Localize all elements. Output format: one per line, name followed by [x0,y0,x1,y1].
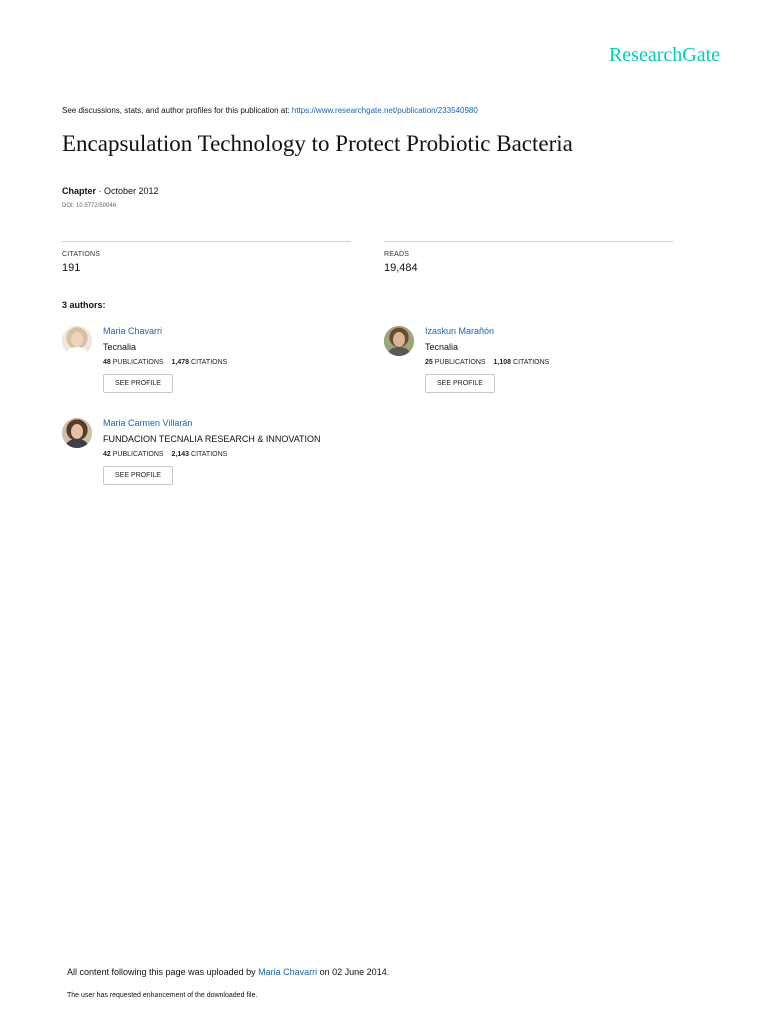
publication-date: · October 2012 [96,186,159,196]
author-citations-label: CITATIONS [191,451,228,458]
authors-count: 3 authors: [62,300,106,310]
publication-doi: DOI: 10.5772/50046 [62,203,117,209]
citations-label: CITATIONS [62,251,101,258]
reads-value: 19,484 [384,262,418,274]
author-card [62,326,362,406]
author-citations-count: 2,143 [171,451,190,458]
enhancement-note: The user has requested enhancement of the downloaded file. [67,992,258,999]
author-citations-count: 1,108 [493,359,512,366]
author-publications-label: PUBLICATIONS [112,359,164,366]
see-profile-button[interactable]: SEE PROFILE [425,374,495,393]
reads-stat [384,241,673,274]
publication-meta [62,186,159,196]
author-name-link[interactable]: Maria Carmen Villarán [103,418,193,428]
upload-suffix: on 02 June 2014. [317,967,390,977]
author-institution: Tecnalia [425,342,459,352]
publication-url-link[interactable]: https://www.researchgate.net/publication/233540980 [291,106,478,115]
author-card [384,326,684,406]
author-avatar[interactable] [62,418,92,448]
see-profile-button[interactable]: SEE PROFILE [103,466,173,485]
author-publications-label: PUBLICATIONS [434,359,486,366]
see-profile-button[interactable]: SEE PROFILE [103,374,173,393]
citations-value: 191 [62,262,81,274]
reads-label: READS [384,251,410,258]
author-stats [103,359,227,366]
upload-prefix: All content following this page was uploaded by [67,967,259,977]
author-citations-label: CITATIONS [191,359,228,366]
author-avatar[interactable] [62,326,92,356]
author-citations-count: 1,478 [171,359,190,366]
author-name-link[interactable]: Izaskun Marañón [425,326,495,336]
author-card [62,418,382,498]
author-avatar[interactable] [384,326,414,356]
author-publications-label: PUBLICATIONS [112,451,164,458]
author-publications-count: 25 [425,359,433,366]
author-stats [103,451,321,458]
author-publications-count: 48 [103,359,111,366]
author-name-link[interactable]: Maria Chavarri [103,326,163,336]
author-institution: Tecnalia [103,342,137,352]
see-discussions-line [62,106,478,115]
publication-type: Chapter [62,186,97,196]
upload-note [67,967,389,977]
author-stats [425,359,549,366]
publication-title: Encapsulation Technology to Protect Probiotic Bacteria [62,131,573,156]
author-institution: FUNDACION TECNALIA RESEARCH & INNOVATION [103,434,321,444]
citations-stat [62,241,351,274]
see-discussions-text: See discussions, stats, and author profiles for this publication at: [62,106,292,115]
uploader-link[interactable]: Maria Chavarri [258,967,318,977]
researchgate-logo[interactable]: ResearchGate [608,44,720,66]
author-publications-count: 42 [103,451,111,458]
author-citations-label: CITATIONS [513,359,550,366]
